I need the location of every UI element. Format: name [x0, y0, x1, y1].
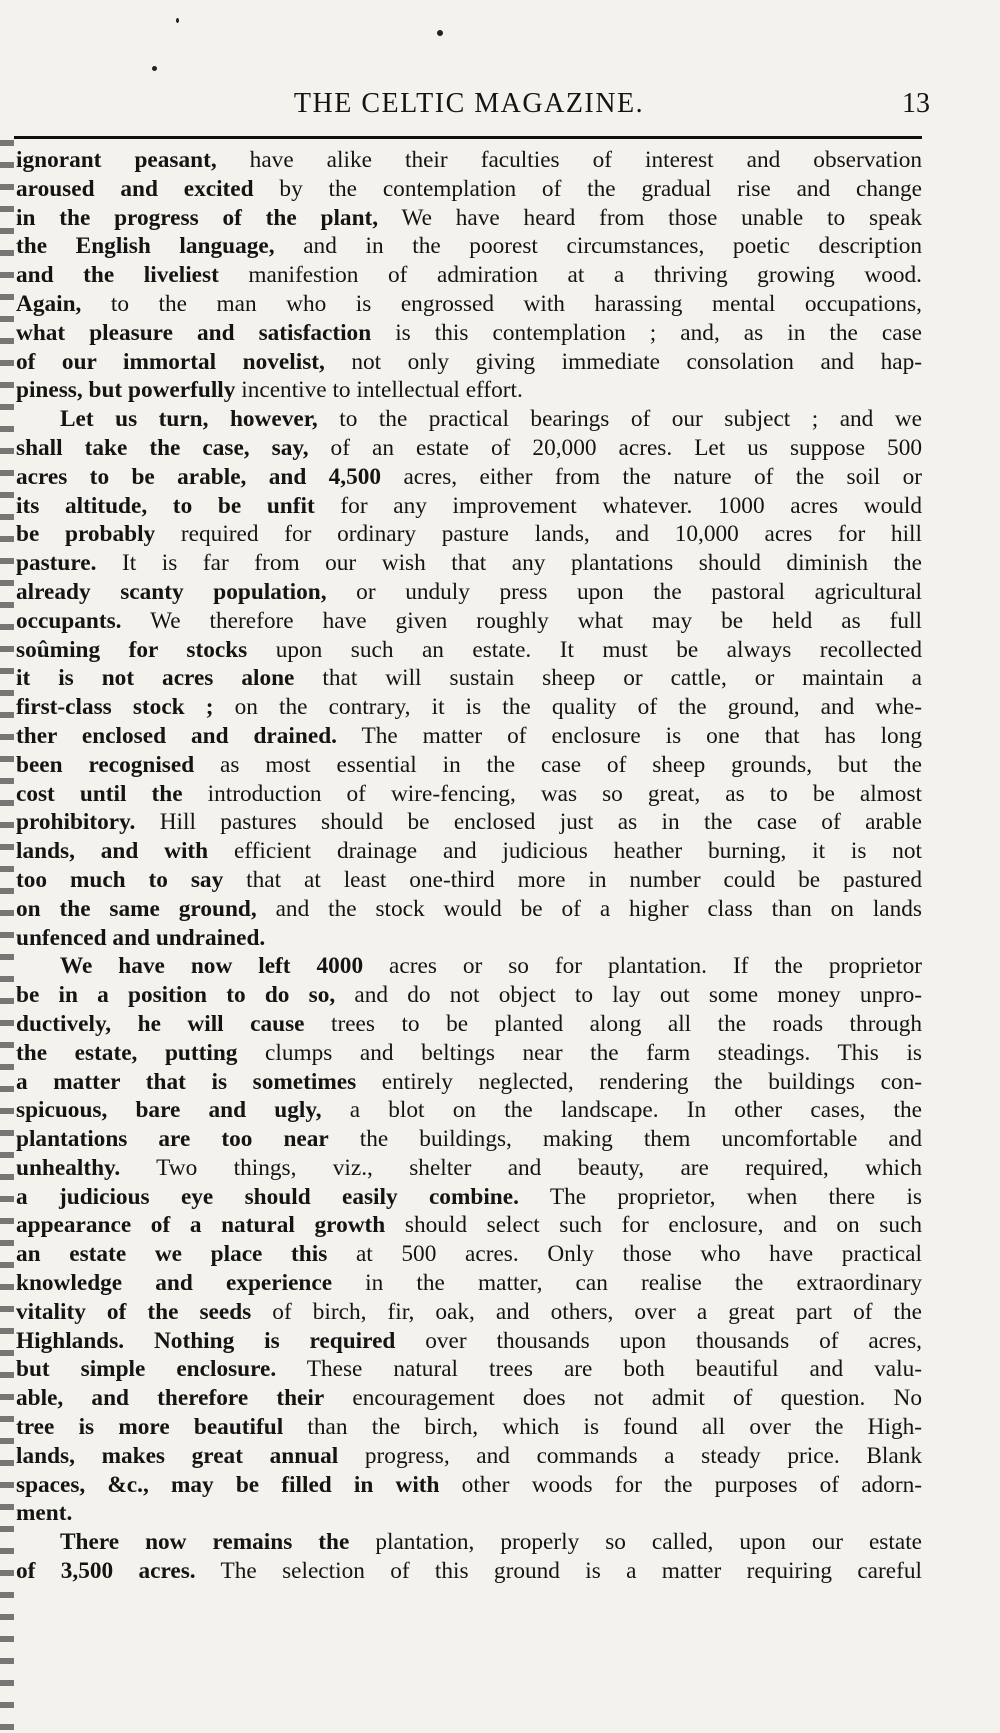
text-line: [16, 1125, 922, 1154]
text-line: [16, 1384, 922, 1413]
line-text: at 500 acres. Only those who have practical: [327, 1241, 922, 1268]
line-bold-lead: able, and therefore their: [16, 1385, 325, 1412]
line-text: introduction of wire-fencing, was so great, as to be almost: [182, 780, 922, 807]
text-line: [16, 924, 922, 953]
line-text: and in the poorest circumstances, poetic description: [274, 233, 922, 260]
line-bold-lead: a judicious eye should easily combine.: [16, 1183, 519, 1210]
line-bold-lead: of 3,500 acres.: [16, 1558, 196, 1585]
running-header: [14, 82, 930, 126]
text-line: [16, 866, 922, 895]
line-text: efficient drainage and judicious heather burning, it is not: [208, 838, 922, 865]
text-line: [16, 751, 922, 780]
text-line: [16, 261, 922, 290]
line-bold-lead: but simple enclosure.: [16, 1356, 277, 1383]
line-bold-lead: been recognised: [16, 751, 195, 778]
text-line: [16, 780, 922, 809]
text-line: [16, 1471, 922, 1500]
line-bold-lead: in the progress of the plant,: [16, 204, 379, 231]
line-bold-lead: and the liveliest: [16, 262, 219, 289]
text-line: [16, 1298, 922, 1327]
line-text: to the practical bearings of our subject ; and we: [317, 406, 922, 433]
line-bold-lead: Highlands. Nothing is required: [16, 1327, 396, 1354]
text-line: [16, 1557, 922, 1586]
text-line: [16, 290, 922, 319]
text-line: [16, 578, 922, 607]
print-speck: [437, 30, 443, 36]
text-line: [16, 376, 922, 405]
line-bold-lead: first-class stock ;: [16, 694, 214, 721]
text-line: [16, 1355, 922, 1384]
text-line: [16, 1327, 922, 1356]
text-line: [16, 175, 922, 204]
text-line: [16, 607, 922, 636]
line-text: incentive to intellectual effort.: [235, 377, 523, 404]
line-text: Hill pastures should be enclosed just as in the case of arable: [135, 809, 922, 836]
text-line: [16, 1096, 922, 1125]
text-line: [16, 636, 922, 665]
line-text: by the contemplation of the gradual rise and change: [253, 175, 922, 202]
line-text: should select such for enclosure, and on such: [385, 1212, 922, 1239]
line-bold-lead: occupants.: [16, 607, 122, 634]
line-bold-lead: already scanty population,: [16, 578, 327, 605]
line-bold-lead: tree is more beautiful: [16, 1414, 284, 1441]
line-text: It is far from our wish that any plantations should diminish the: [96, 550, 922, 577]
text-line: [16, 1240, 922, 1269]
text-line: [16, 492, 922, 521]
line-bold-lead: lands, makes great annual: [16, 1442, 339, 1469]
page-number: 13: [902, 88, 930, 119]
line-bold-lead: prohibitory.: [16, 809, 136, 836]
line-text: The selection of this ground is a matter requiring careful: [195, 1558, 922, 1585]
page-gutter-shadow: [0, 140, 14, 1730]
print-speck: [152, 66, 157, 71]
text-line: [16, 1442, 922, 1471]
text-line: [16, 405, 922, 434]
text-line: [16, 1413, 922, 1442]
paragraph: [16, 146, 922, 405]
line-bold-lead: ment.: [16, 1500, 73, 1527]
text-line: [16, 319, 922, 348]
text-line: [16, 1068, 922, 1097]
line-bold-lead: its altitude, to be unfit: [16, 492, 315, 519]
line-text: clumps and beltings near the farm steadings. This is: [237, 1039, 922, 1066]
line-text: We therefore have given roughly what may be held as full: [121, 607, 922, 634]
line-bold-lead: too much to say: [16, 866, 224, 893]
line-text: is this contemplation ; and, as in the case: [371, 319, 922, 346]
line-text: of birch, fir, oak, and others, over a great part of the: [251, 1298, 922, 1325]
line-text: the buildings, making them uncomfortable and: [328, 1126, 922, 1153]
line-text: to the man who is engrossed with harassing mental occupations,: [81, 290, 922, 317]
line-bold-lead: vitality of the seeds: [16, 1298, 252, 1325]
text-line: [16, 549, 922, 578]
line-bold-lead: soûming for stocks: [16, 636, 248, 663]
line-bold-lead: There now remains the: [60, 1529, 350, 1556]
line-bold-lead: be in a position to do so,: [16, 982, 336, 1009]
text-line: [16, 232, 922, 261]
line-text: of an estate of 20,000 acres. Let us suppose 500: [308, 434, 922, 461]
line-bold-lead: spicuous, bare and ugly,: [16, 1097, 322, 1124]
text-line: [16, 1154, 922, 1183]
line-text: have alike their faculties of interest and observation: [216, 147, 922, 173]
text-line: [16, 520, 922, 549]
line-bold-lead: the estate, putting: [16, 1039, 238, 1066]
line-bold-lead: aroused and excited: [16, 175, 254, 202]
line-bold-lead: plantations are too near: [16, 1126, 329, 1153]
line-text: acres or so for plantation. If the proprietor: [363, 953, 922, 980]
text-line: [16, 1269, 922, 1298]
line-bold-lead: appearance of a natural growth: [16, 1212, 386, 1239]
line-text: that at least one-third more in number could be pastured: [223, 866, 922, 893]
line-bold-lead: shall take the case, say,: [16, 434, 309, 461]
line-bold-lead: acres to be arable, and 4,500: [16, 463, 382, 490]
line-text: in the matter, can realise the extraordinary: [332, 1270, 922, 1297]
paragraph: [16, 405, 922, 952]
line-bold-lead: ductively, he will cause: [16, 1010, 305, 1037]
article-body: [16, 146, 922, 1586]
line-bold-lead: unfenced and undrained.: [16, 924, 266, 951]
line-bold-lead: lands, and with: [16, 838, 209, 865]
line-bold-lead: spaces, &c., may be filled in with: [16, 1471, 440, 1498]
line-bold-lead: cost until the: [16, 780, 183, 807]
line-text: The matter of enclosure is one that has long: [336, 722, 922, 749]
line-text: trees to be planted along all the roads through: [304, 1010, 922, 1037]
line-text: These natural trees are both beautiful and valu-: [276, 1356, 922, 1383]
line-bold-lead: ignorant peasant,: [16, 147, 217, 173]
line-bold-lead: Again,: [16, 290, 82, 317]
header-rule: [14, 136, 922, 139]
text-line: [16, 664, 922, 693]
line-bold-lead: Let us turn, however,: [60, 406, 318, 433]
text-line: [16, 1528, 922, 1557]
text-line: [16, 808, 922, 837]
line-bold-lead: a matter that is sometimes: [16, 1068, 357, 1095]
line-bold-lead: be probably: [16, 521, 156, 548]
line-bold-lead: an estate we place this: [16, 1241, 328, 1268]
line-text: and do not object to lay out some money unpro-: [335, 982, 922, 1009]
line-text: than the birch, which is found all over the High-: [283, 1414, 922, 1441]
line-text: encouragement does not admit of question. No: [324, 1385, 922, 1412]
line-text: as most essential in the case of sheep grounds, but the: [194, 751, 922, 778]
text-line: [16, 204, 922, 233]
line-text: The proprietor, when there is: [518, 1183, 922, 1210]
line-text: on the contrary, it is the quality of the ground, and whe-: [213, 694, 922, 721]
line-bold-lead: the English language,: [16, 233, 275, 260]
line-bold-lead: it is not acres alone: [16, 665, 295, 692]
paragraph: [16, 1528, 922, 1586]
text-line: [16, 1499, 922, 1528]
line-bold-lead: pasture.: [16, 550, 97, 577]
text-line: [16, 837, 922, 866]
text-line: [16, 722, 922, 751]
text-line: [16, 895, 922, 924]
line-bold-lead: unhealthy.: [16, 1154, 121, 1181]
text-line: [16, 1039, 922, 1068]
line-bold-lead: We have now left 4000: [60, 953, 364, 980]
line-text: plantation, properly so called, upon our estate: [349, 1529, 922, 1556]
paragraph: [16, 952, 922, 1528]
line-bold-lead: piness, but powerfully: [16, 377, 236, 404]
line-text: upon such an estate. It must be always recollected: [247, 636, 922, 663]
line-text: entirely neglected, rendering the buildings con-: [356, 1068, 922, 1095]
text-line: [16, 981, 922, 1010]
line-text: other woods for the purposes of adorn-: [439, 1471, 922, 1498]
line-text: required for ordinary pasture lands, and 10,000 acres for hill: [155, 521, 922, 548]
print-speck: [176, 18, 179, 23]
text-line: [16, 434, 922, 463]
text-line: [16, 1211, 922, 1240]
text-line: [16, 1183, 922, 1212]
line-bold-lead: knowledge and experience: [16, 1270, 333, 1297]
text-line: [16, 693, 922, 722]
text-line: [16, 952, 922, 981]
line-text: manifestion of admiration at a thriving growing wood.: [218, 262, 922, 289]
line-text: a blot on the landscape. In other cases, the: [321, 1097, 922, 1124]
text-line: [16, 1010, 922, 1039]
running-title: THE CELTIC MAGAZINE.: [293, 88, 645, 119]
line-text: and the stock would be of a higher class than on lands: [256, 895, 922, 922]
line-bold-lead: ther enclosed and drained.: [16, 722, 337, 749]
line-text: for any improvement whatever. 1000 acres would: [314, 492, 922, 519]
line-bold-lead: of our immortal novelist,: [16, 348, 325, 375]
line-text: We have heard from those unable to speak: [378, 204, 922, 231]
line-text: not only giving immediate consolation and hap-: [324, 348, 922, 375]
text-line: [16, 146, 922, 175]
line-text: Two things, viz., shelter and beauty, are required, which: [120, 1154, 922, 1181]
text-line: [16, 348, 922, 377]
line-text: or unduly press upon the pastoral agricultural: [326, 578, 922, 605]
line-text: progress, and commands a steady price. Blank: [338, 1442, 922, 1469]
line-bold-lead: what pleasure and satisfaction: [16, 319, 372, 346]
line-text: over thousands upon thousands of acres,: [395, 1327, 922, 1354]
text-line: [16, 463, 922, 492]
line-text: that will sustain sheep or cattle, or maintain a: [294, 665, 922, 692]
line-bold-lead: on the same ground,: [16, 895, 257, 922]
line-text: acres, either from the nature of the soil or: [381, 463, 922, 490]
